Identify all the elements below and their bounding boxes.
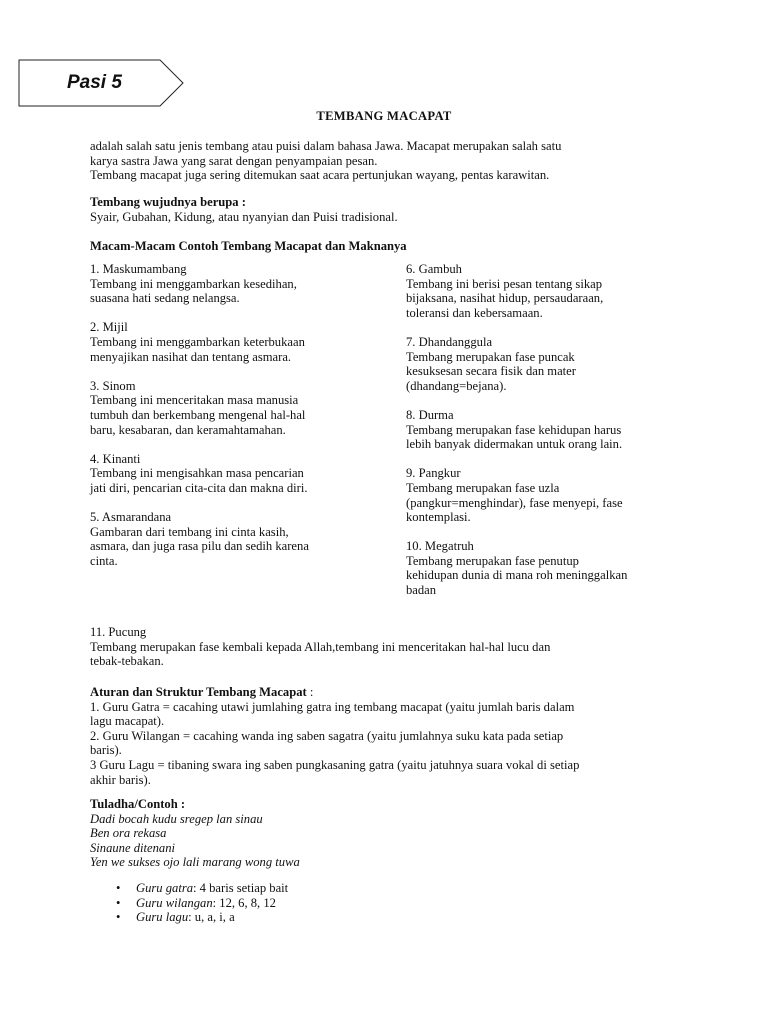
wujud-text: Syair, Gubahan, Kidung, atau nyanyian dan Puisi tradisional. [90, 209, 398, 224]
aturan-line: 2. Guru Wilangan = cacahing wanda ing saben sagatra (yaitu jumlahnya suku kata pada setiap [90, 728, 564, 743]
tembang-desc-line: jati diri, pencarian cita-cita dan makna diri. [90, 480, 308, 495]
tembang-desc-line: (pangkur=menghindar), fase menyepi, fase [406, 495, 623, 510]
tembang-desc-line: cinta. [90, 553, 118, 568]
tembang-item [90, 452, 390, 496]
tembang-title: 4. Kinanti [90, 451, 141, 466]
aturan-line: akhir baris). [90, 772, 151, 787]
tembang-title: 6. Gambuh [406, 262, 462, 276]
intro-paragraph [90, 139, 690, 183]
tembang-desc-line: Tembang merupakan fase kembali kepada Allah,tembang ini menceritakan hal-hal lucu dan [90, 639, 551, 654]
tembang-desc-line: Tembang ini menggambarkan keterbukaan [90, 334, 305, 349]
tembang-desc-line: kehidupan dunia di mana roh meninggalkan [406, 568, 628, 583]
bullet-icon: • [116, 881, 121, 895]
macam-heading: Macam-Macam Contoh Tembang Macapat dan Maknanya [90, 239, 407, 253]
aturan-line: 1. Guru Gatra = cacahing utawi jumlahing gatra ing tembang macapat (yaitu jumlah baris dalam [90, 699, 575, 714]
tembang-item [406, 539, 706, 597]
tembang-title: 5. Asmarandana [90, 510, 172, 525]
tembang-title: 2. Mijil [90, 320, 128, 335]
tembang-title: 9. Pangkur [406, 466, 461, 481]
bullet-value: : 12, 6, 8, 12 [212, 895, 276, 910]
tembang-desc-line: lebih banyak didermakan untuk orang lain. [406, 437, 623, 452]
aturan-section [90, 685, 690, 787]
intro-line: Tembang macapat juga sering ditemukan saat acara pertunjukan wayang, pentas karawitan. [90, 168, 550, 183]
aturan-line: lagu macapat). [90, 714, 165, 729]
tembang-desc-line: Tembang merupakan fase uzla [406, 480, 560, 495]
tembang-desc-line: Tembang ini menggambarkan kesedihan, [90, 276, 297, 291]
bullet-term: Guru wilangan [136, 895, 213, 910]
tembang-title: 8. Durma [406, 407, 454, 422]
tembang-desc-line: Tembang merupakan fase penutup [406, 553, 579, 568]
tembang-desc-line: bijaksana, nasihat hidup, persaudaraan, [406, 291, 604, 306]
aturan-heading-row [90, 685, 690, 700]
tembang-title: 10. Megatruh [406, 539, 474, 554]
macam-section [90, 239, 690, 254]
tembang-item [90, 262, 390, 306]
tembang-desc-line: Tembang ini menceritakan masa manusia [90, 393, 299, 408]
tembang-item [406, 466, 706, 524]
tembang-desc-line: (dhandang=bejana). [406, 378, 507, 393]
aturan-heading-suffix: : [306, 685, 314, 699]
tembang-item [406, 262, 706, 320]
bullet-term: Guru gatra [136, 881, 194, 895]
tembang-desc-line: badan [406, 583, 437, 598]
intro-line: karya sastra Jawa yang sarat dengan penyampaian pesan. [90, 153, 378, 168]
aturan-line: baris). [90, 743, 122, 758]
tembang-desc-line: Tembang ini mengisahkan masa pencarian [90, 466, 304, 481]
intro-line: adalah salah satu jenis tembang atau puisi dalam bahasa Jawa. Macapat merupakan salah satu [90, 139, 562, 153]
tembang-item [90, 320, 390, 364]
tuladha-line: Sinaune ditenani [90, 840, 175, 855]
wujud-heading: Tembang wujudnya berupa : [90, 195, 246, 209]
tembang-desc-line: tebak-tebakan. [90, 654, 164, 669]
tuladha-heading: Tuladha/Contoh : [90, 797, 186, 811]
tembang-desc-line: kontemplasi. [406, 510, 471, 525]
page-title: TEMBANG MACAPAT [316, 109, 452, 123]
tuladha-line: Yen we sukses ojo lali marang wong tuwa [90, 855, 300, 870]
tembang-desc-line: tumbuh dan berkembang mengenal hal-hal [90, 407, 306, 422]
aturan-heading: Aturan dan Struktur Tembang Macapat [90, 685, 307, 699]
bullet-value: : 4 baris setiap bait [193, 881, 289, 895]
tembang-title: 7. Dhandanggula [406, 334, 493, 349]
bullet-value: : u, a, i, a [188, 910, 235, 925]
bullet-icon: • [116, 910, 121, 925]
tembang-title: 11. Pucung [90, 625, 147, 639]
tembang-desc-line: kesuksesan secara fisik dan mater [406, 364, 576, 379]
section-tag [18, 59, 184, 107]
bullet-icon: • [116, 895, 121, 910]
tembang-title: 1. Maskumambang [90, 262, 187, 276]
bullet-list [90, 881, 288, 925]
tuladha-line: Dadi bocah kudu sregep lan sinau [90, 811, 263, 826]
pucung-section [90, 625, 690, 669]
tembang-desc-line: Gambaran dari tembang ini cinta kasih, [90, 524, 289, 539]
tembang-item [90, 510, 390, 568]
bullet-term: Guru lagu [136, 910, 189, 925]
tembang-desc-line: asmara, dan juga rasa pilu dan sedih karena [90, 539, 309, 554]
bullet-item [90, 896, 288, 911]
tembang-desc-line: toleransi dan kebersamaan. [406, 305, 543, 320]
tembang-desc-line: Tembang merupakan fase puncak [406, 349, 575, 364]
tembang-desc-line: menyajikan nasihat dan tentang asmara. [90, 349, 292, 364]
tembang-desc-line: suasana hati sedang nelangsa. [90, 291, 240, 306]
tembang-title: 3. Sinom [90, 378, 136, 393]
tembang-desc-line: baru, kesabaran, dan keramahtamahan. [90, 422, 286, 437]
tembang-desc-line: Tembang merupakan fase kehidupan harus [406, 422, 622, 437]
tembang-item [406, 408, 706, 452]
tuladha-section [90, 797, 690, 870]
tuladha-line: Ben ora rekasa [90, 826, 167, 841]
section-tag-label: Pasi 5 [67, 72, 122, 93]
tembang-item [90, 379, 390, 437]
bullet-item [90, 910, 288, 925]
right-column [406, 262, 706, 612]
tembang-item [406, 335, 706, 393]
bullet-item [90, 881, 288, 896]
tembang-desc-line: Tembang ini berisi pesan tentang sikap [406, 276, 603, 291]
aturan-line: 3 Guru Lagu = tibaning swara ing saben pungkasaning gatra (yaitu jatuhnya suara vokal di setiap [90, 757, 580, 772]
wujud-section [90, 195, 690, 224]
left-column [90, 262, 390, 583]
